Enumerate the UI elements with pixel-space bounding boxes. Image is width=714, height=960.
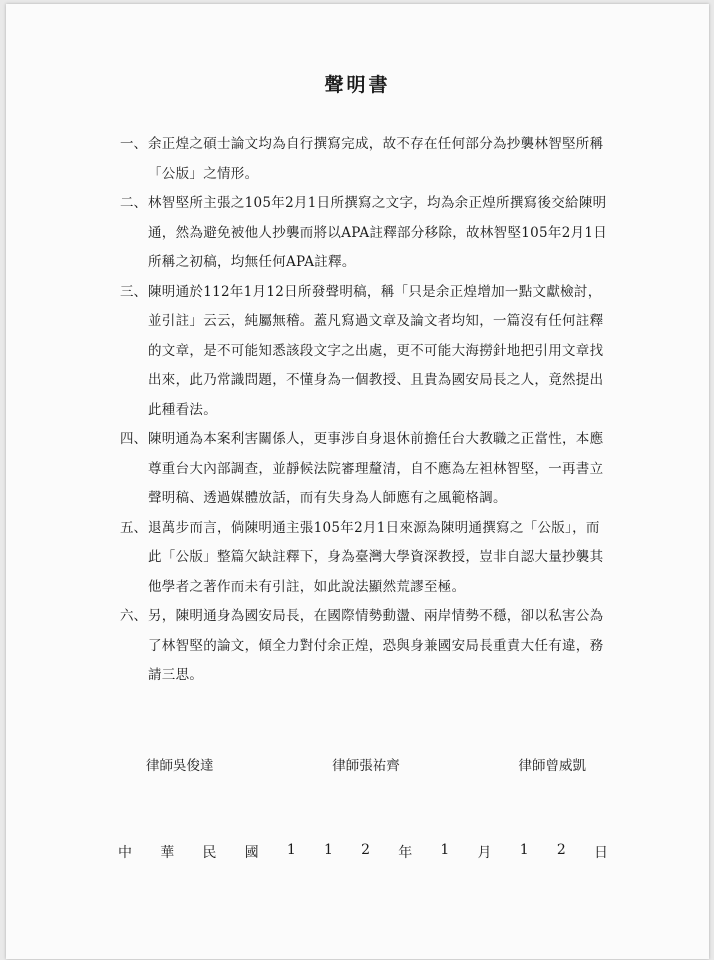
statement-item-3 xyxy=(120,278,610,426)
statement-item-2 xyxy=(120,189,610,278)
item-text: 退萬步而言，倘陳明通主張105年2月1日來源為陳明通撰寫之「公版」，而此「公版」整篇欠缺註釋下，身為臺灣大學資深教授，豈非自認大量抄襲其他學者之著作而未有引註，如此說法顯然荒謬至極。 xyxy=(148,519,604,595)
item-number: 六、 xyxy=(120,608,147,624)
lawyer-signatures xyxy=(146,754,586,774)
item-number: 二、 xyxy=(120,195,147,211)
document-date xyxy=(118,842,608,862)
item-text: 余正煌之碩士論文均為自行撰寫完成，故不存在任何部分為抄襲林智堅所稱「公版」之情形。 xyxy=(148,136,604,182)
item-text: 林智堅所主張之105年2月1日所撰寫之文字，均為余正煌所撰寫後交給陳明通，然為避免被他人抄襲而將以APA註釋部分移除，故林智堅105年2月1日所稱之初稿，均無任何APA註釋。 xyxy=(148,195,608,270)
date-char: 1 xyxy=(440,842,450,858)
item-text: 另，陳明通身為國安局長，在國際情勢動盪、兩岸情勢不穩，卻以私害公為了林智堅的論文，傾全力對付余正煌，恐與身兼國安局長重責大任有違，務請三思。 xyxy=(148,608,604,683)
date-char: 月 xyxy=(477,845,492,861)
statement-item-4 xyxy=(120,425,610,514)
date-char: 華 xyxy=(160,845,175,861)
date-char: 民 xyxy=(202,845,217,861)
item-number: 一、 xyxy=(120,136,147,152)
document-page xyxy=(6,4,709,959)
item-text: 陳明通於112年1月12日所發聲明稿，稱「只是余正煌增加一點文獻檢討，並引註」云云，純屬無稽。蓋凡寫過文章及論文者均知，一篇沒有任何註釋的文章，是不可能知悉該段文字之出處，更不可能大海撈針地把引用文章找出來，此乃常識問題，不懂身為一個教授、且貴為國安局長之人，竟然提出此種看法。 xyxy=(148,283,604,418)
item-number: 三、 xyxy=(120,283,147,300)
statement-list xyxy=(120,130,610,691)
lawyer-name: 律師曾威凱 xyxy=(518,758,586,774)
date-char: 1 xyxy=(519,842,529,858)
lawyer-name: 律師張祐齊 xyxy=(332,758,400,774)
document-title: 聲明書 xyxy=(324,74,391,96)
date-char: 2 xyxy=(556,842,566,858)
date-char: 2 xyxy=(361,842,370,858)
statement-item-5 xyxy=(120,514,610,603)
date-char: 中 xyxy=(118,845,132,861)
lawyer-name: 律師吳俊達 xyxy=(146,758,214,774)
item-number: 四、 xyxy=(120,431,147,447)
statement-item-6 xyxy=(120,602,610,691)
date-char: 1 xyxy=(286,842,296,858)
item-number: 五、 xyxy=(120,519,147,536)
date-char: 日 xyxy=(593,845,608,861)
date-char: 年 xyxy=(398,845,413,861)
statement-item-1 xyxy=(120,130,610,189)
item-text: 陳明通為本案利害關係人，更事涉自身退休前擔任台大教職之正當性，本應尊重台大內部調查，並靜候法院審理釐清，自不應為左袒林智堅，一再書立聲明稿、透過媒體放話，而有失身為人師應有之風範格調。 xyxy=(148,431,604,506)
date-char: 1 xyxy=(323,842,333,858)
date-char: 國 xyxy=(244,845,259,861)
